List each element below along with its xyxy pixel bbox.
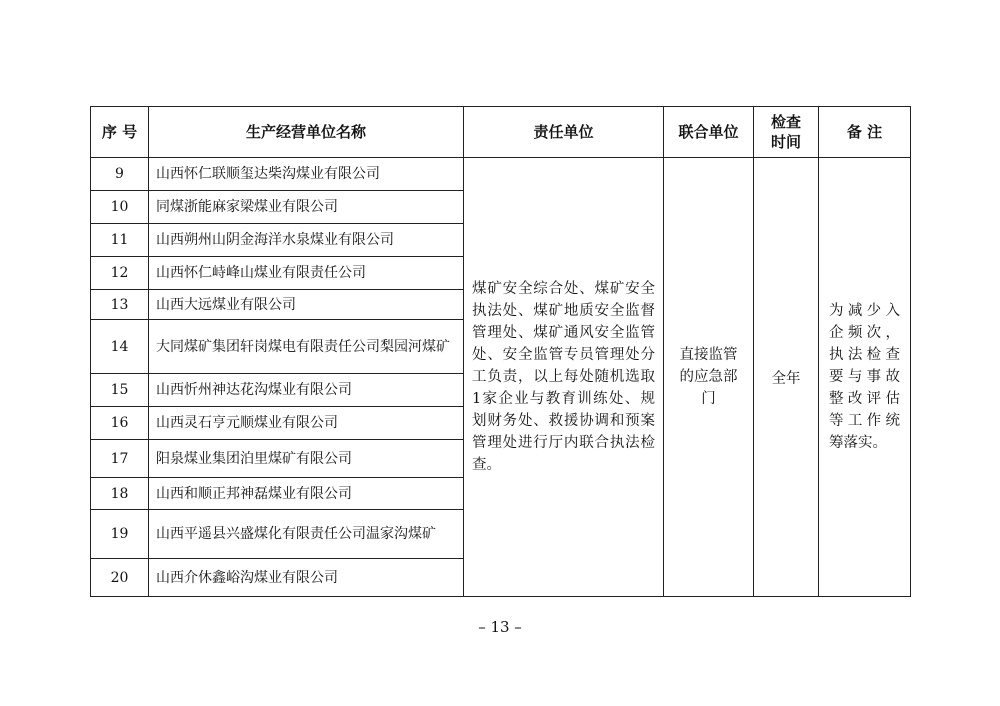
row-unit-name: 山西朔州山阴金海洋水泉煤业有限公司 [149,224,464,257]
row-number: 17 [91,440,149,478]
row-number: 20 [91,559,149,597]
row-number: 15 [91,374,149,407]
row-unit-name: 山西和顺正邦神磊煤业有限公司 [149,478,464,510]
row-unit-name: 山西灵石亨元顺煤业有限公司 [149,407,464,440]
row-number: 14 [91,320,149,374]
row-number: 18 [91,478,149,510]
row-unit-name: 阳泉煤业集团泊里煤矿有限公司 [149,440,464,478]
row-unit-name: 山西大远煤业有限公司 [149,290,464,320]
row-unit-name: 山西介休鑫峪沟煤业有限公司 [149,559,464,597]
row-number: 12 [91,257,149,290]
row-unit-name: 山西怀仁联顺玺达柴沟煤业有限公司 [149,158,464,191]
row-number: 11 [91,224,149,257]
remarks-cell: 为减少入企频次，执法检查要与事故整改评估等工作统筹落实。 [819,158,911,597]
header-joint-unit: 联合单位 [664,107,754,158]
row-number: 13 [91,290,149,320]
table-row [91,158,911,191]
header-check-time: 检查时间 [754,107,819,158]
row-unit-name: 山西忻州神达花沟煤业有限公司 [149,374,464,407]
header-responsible-unit: 责任单位 [464,107,664,158]
inspection-plan-table [90,106,911,597]
header-seq: 序 号 [91,107,149,158]
joint-unit-cell: 直接监管的应急部门 [664,158,754,597]
row-number: 9 [91,158,149,191]
row-number: 16 [91,407,149,440]
header-remarks: 备 注 [819,107,911,158]
responsible-unit-cell: 煤矿安全综合处、煤矿安全执法处、煤矿地质安全监督管理处、煤矿通风安全监管处、安全监管专员管理处分工负责，以上每处随机选取1家企业与教育训练处、规划财务处、救援协调和预案管理处进行厅内联合执法检查。 [464,158,664,597]
header-unit-name: 生产经营单位名称 [149,107,464,158]
check-time-cell: 全年 [754,158,819,597]
row-number: 10 [91,191,149,224]
row-number: 19 [91,510,149,559]
row-unit-name: 同煤浙能麻家梁煤业有限公司 [149,191,464,224]
row-unit-name: 山西怀仁峙峰山煤业有限责任公司 [149,257,464,290]
table-header-row [91,107,911,158]
row-unit-name: 大同煤矿集团轩岗煤电有限责任公司梨园河煤矿 [149,320,464,374]
page-number: – 13 – [478,618,522,636]
row-unit-name: 山西平遥县兴盛煤化有限责任公司温家沟煤矿 [149,510,464,559]
